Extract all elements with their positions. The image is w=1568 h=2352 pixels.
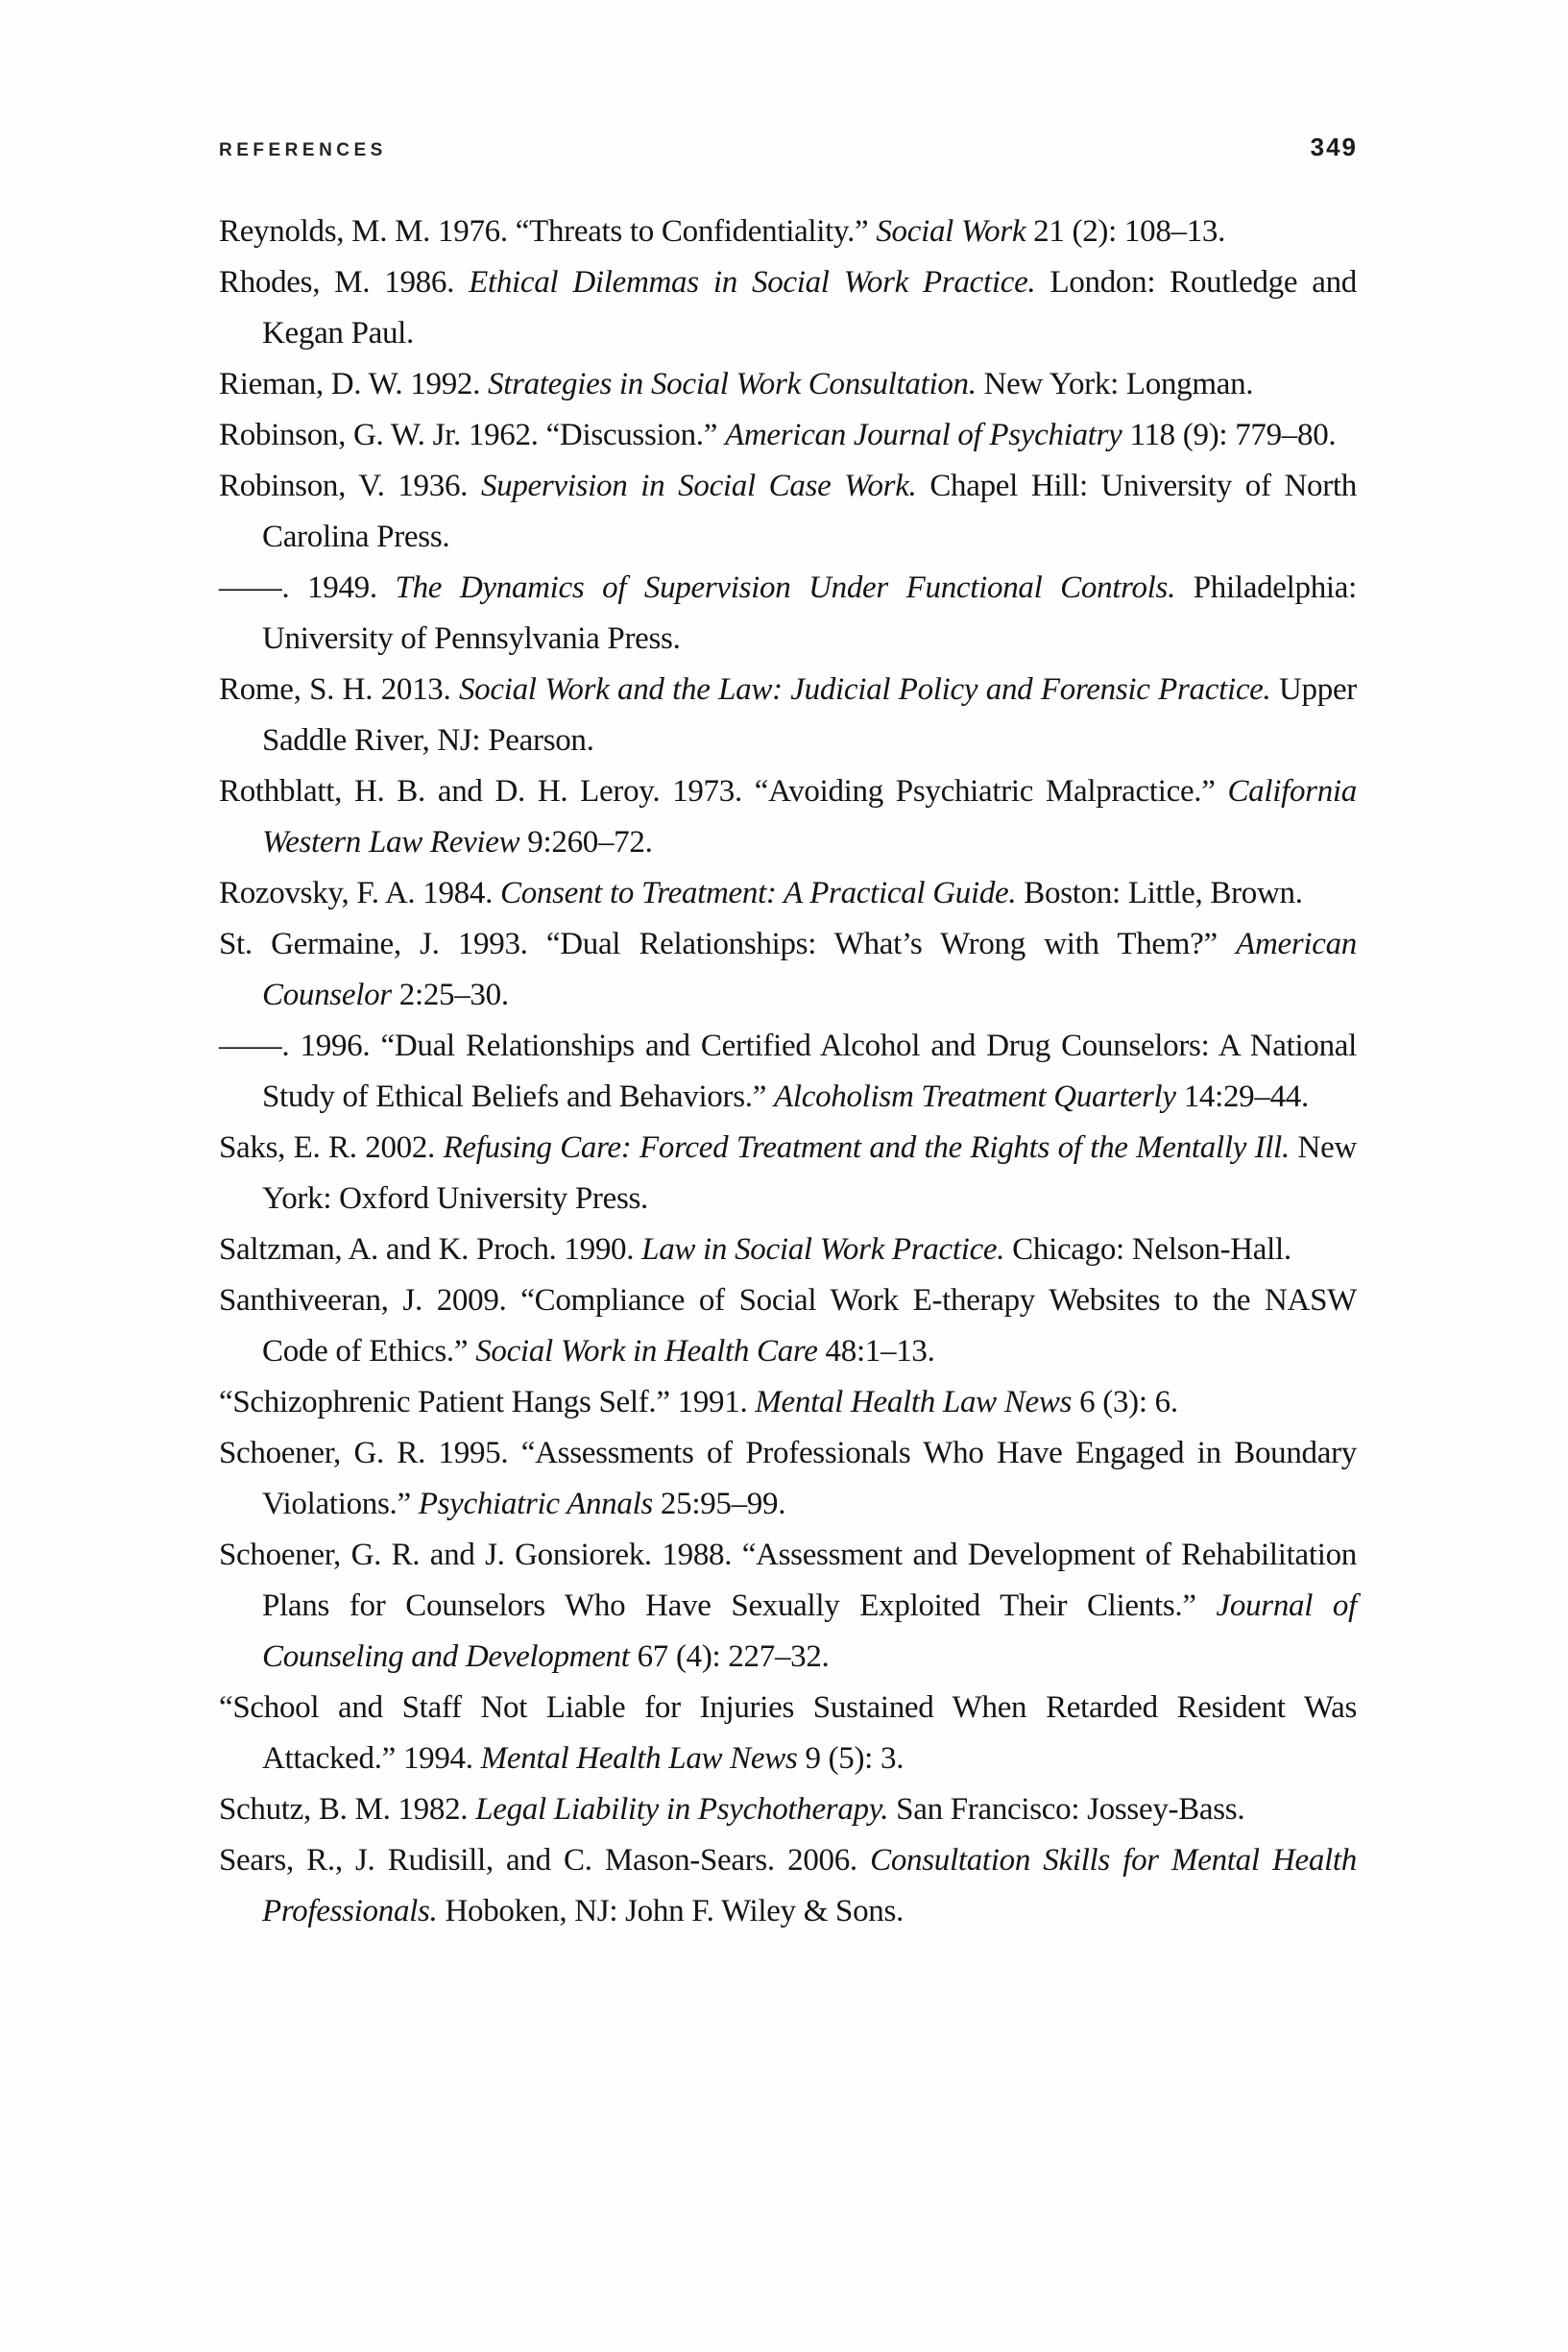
reference-text: Saks, E. R. 2002.	[219, 1130, 444, 1165]
reference-text: “Schizophrenic Patient Hangs Self.” 1991.	[219, 1385, 756, 1419]
reference-title-italic: American Journal of Psychiatry	[725, 418, 1122, 452]
reference-title-italic: American Counselor	[262, 927, 1357, 1012]
reference-entry	[219, 1428, 1357, 1530]
reference-text: “School and Staff Not Liable for Injuries Sustained When Retarded Resident Was Attacked.” 1994.	[219, 1690, 1357, 1776]
reference-text: 9:260–72.	[519, 825, 653, 860]
reference-entry	[219, 1123, 1357, 1224]
reference-text: Rothblatt, H. B. and D. H. Leroy. 1973. “Avoiding Psychiatric Malpractice.”	[219, 774, 1228, 809]
reference-text: Schoener, G. R. and J. Gonsiorek. 1988. “Assessment and Development of Rehabilitation Plans for Counselors Who Have Sexually Exploited Their Clients.”	[219, 1538, 1357, 1623]
reference-text: 21 (2): 108–13.	[1025, 214, 1226, 249]
reference-entry	[219, 359, 1357, 410]
reference-title-italic: Alcoholism Treatment Quarterly	[774, 1079, 1176, 1114]
page-number: 349	[1310, 133, 1358, 161]
reference-text: New York: Longman.	[976, 367, 1254, 401]
page-header	[219, 133, 1358, 162]
reference-text: Schoener, G. R. 1995. “Assessments of Professionals Who Have Engaged in Boundary Violations.”	[219, 1436, 1357, 1521]
reference-text: Robinson, V. 1936.	[219, 469, 481, 503]
reference-title-italic: Law in Social Work Practice.	[641, 1232, 1005, 1267]
reference-text: Boston: Little, Brown.	[1016, 876, 1303, 910]
reference-entry	[219, 1530, 1357, 1683]
reference-entry	[219, 1021, 1357, 1123]
reference-title-italic: Mental Health Law News	[755, 1385, 1073, 1419]
reference-text: 118 (9): 779–80.	[1122, 418, 1337, 452]
reference-text: 25:95–99.	[652, 1487, 786, 1521]
running-head: REFERENCES	[219, 140, 387, 160]
reference-title-italic: The Dynamics of Supervision Under Functional Controls.	[395, 570, 1176, 605]
reference-title-italic: Psychiatric Annals	[418, 1487, 653, 1521]
reference-text: San Francisco: Jossey-Bass.	[888, 1792, 1245, 1827]
reference-title-italic: Legal Liability in Psychotherapy.	[475, 1792, 889, 1827]
reference-entry	[219, 563, 1357, 665]
reference-text: Rozovsky, F. A. 1984.	[219, 876, 500, 910]
reference-text: Saltzman, A. and K. Proch. 1990.	[219, 1232, 642, 1267]
reference-text: Rome, S. H. 2013.	[219, 672, 459, 707]
reference-title-italic: Social Work in Health Care	[475, 1334, 818, 1369]
reference-entry	[219, 461, 1357, 563]
reference-entry	[219, 665, 1357, 766]
reference-title-italic: Journal of Counseling and Development	[262, 1588, 1358, 1674]
reference-text: New York: Oxford University Press.	[262, 1130, 1357, 1216]
reference-text: Santhiveeran, J. 2009. “Compliance of Social Work E-therapy Websites to the NASW Code of Ethics.”	[219, 1283, 1357, 1369]
reference-text: ——. 1949.	[219, 570, 396, 605]
reference-entry	[219, 1784, 1357, 1835]
reference-text: Hoboken, NJ: John F. Wiley & Sons.	[437, 1894, 904, 1928]
reference-text: 48:1–13.	[817, 1334, 935, 1369]
reference-text: 14:29–44.	[1175, 1079, 1309, 1114]
reference-text: Rhodes, M. 1986.	[219, 265, 470, 300]
reference-entry	[219, 257, 1357, 359]
reference-entry	[219, 206, 1357, 257]
reference-entry	[219, 1377, 1357, 1428]
reference-title-italic: Social Work and the Law: Judicial Policy and Forensic Practice.	[458, 672, 1271, 707]
reference-entry	[219, 410, 1357, 461]
reference-text: ——. 1996. “Dual Relationships and Certified Alcohol and Drug Counselors: A National Study of Ethical Beliefs and Behaviors.”	[219, 1029, 1357, 1114]
reference-text: Sears, R., J. Rudisill, and C. Mason-Sears. 2006.	[219, 1843, 871, 1878]
reference-title-italic: Ethical Dilemmas in Social Work Practice.	[469, 265, 1036, 300]
reference-text: Rieman, D. W. 1992.	[219, 367, 488, 401]
reference-entry	[219, 1224, 1357, 1275]
reference-text: 6 (3): 6.	[1072, 1385, 1178, 1419]
reference-title-italic: Consultation Skills for Mental Health Professionals.	[262, 1843, 1357, 1928]
reference-text: Upper Saddle River, NJ: Pearson.	[262, 672, 1357, 758]
reference-title-italic: Strategies in Social Work Consultation.	[488, 367, 977, 401]
reference-entry	[219, 1275, 1357, 1377]
reference-text: London: Routledge and Kegan Paul.	[262, 265, 1358, 351]
reference-text: 2:25–30.	[391, 978, 509, 1012]
reference-entry	[219, 919, 1357, 1021]
reference-entry	[219, 766, 1357, 868]
reference-text: Schutz, B. M. 1982.	[219, 1792, 476, 1827]
reference-text: 67 (4): 227–32.	[629, 1639, 830, 1674]
reference-title-italic: California Western Law Review	[262, 774, 1357, 860]
reference-title-italic: Consent to Treatment: A Practical Guide.	[499, 876, 1017, 910]
reference-title-italic: Refusing Care: Forced Treatment and the Rights of the Mentally Ill.	[443, 1130, 1290, 1165]
reference-title-italic: Social Work	[876, 214, 1026, 249]
reference-text: St. Germaine, J. 1993. “Dual Relationships: What’s Wrong with Them?”	[219, 927, 1237, 961]
reference-text: Robinson, G. W. Jr. 1962. “Discussion.”	[219, 418, 726, 452]
reference-text: Chapel Hill: University of North Carolina Press.	[262, 469, 1357, 554]
reference-entry	[219, 1835, 1357, 1937]
reference-text: Philadelphia: University of Pennsylvania Press.	[262, 570, 1357, 656]
reference-text: 9 (5): 3.	[797, 1741, 905, 1776]
reference-text: Chicago: Nelson-Hall.	[1004, 1232, 1291, 1267]
reference-entry	[219, 1683, 1357, 1784]
reference-title-italic: Supervision in Social Case Work.	[480, 469, 917, 503]
reference-entry	[219, 868, 1357, 919]
reference-title-italic: Mental Health Law News	[480, 1741, 798, 1776]
references-list	[219, 206, 1357, 1937]
reference-text: Reynolds, M. M. 1976. “Threats to Confidentiality.”	[219, 214, 877, 249]
